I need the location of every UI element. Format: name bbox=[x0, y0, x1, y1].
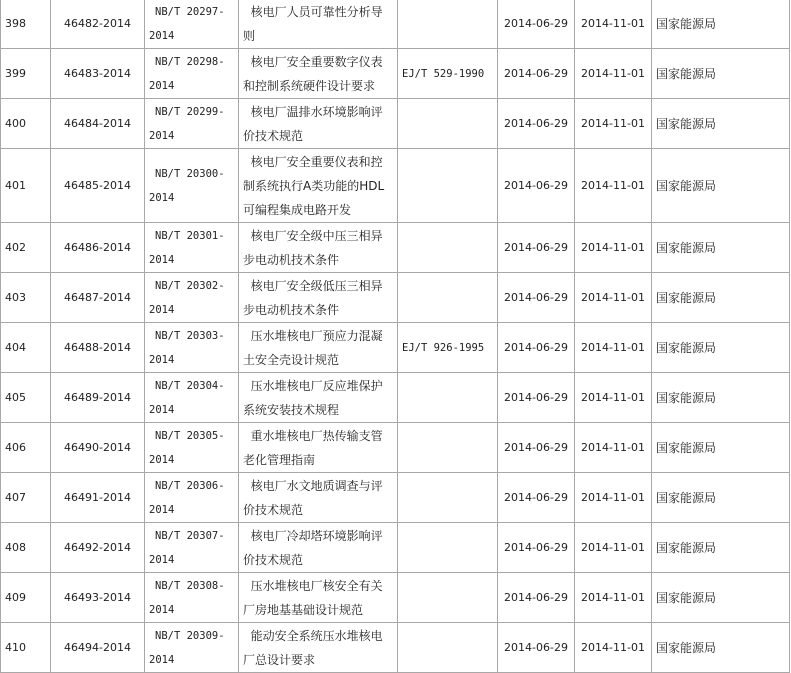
cell-standard-code bbox=[145, 223, 239, 273]
cell-replaced-standard: EJ/T 529-1990 bbox=[398, 49, 498, 99]
cell-standard-code bbox=[145, 0, 239, 49]
cell-standard-title: 压水堆核电厂反应堆保护系统安装技术规程 bbox=[239, 373, 398, 423]
cell-serial-number: 406 bbox=[1, 423, 51, 473]
standard-code-line-2: 2014 bbox=[149, 353, 175, 366]
cell-record-number: 46488-2014 bbox=[51, 323, 145, 373]
cell-standard-code bbox=[145, 323, 239, 373]
cell-replaced-standard bbox=[398, 523, 498, 573]
standard-code-line-2: 2014 bbox=[149, 453, 175, 466]
cell-standard-title: 核电厂安全重要仪表和控制系统执行A类功能的HDL可编程集成电路开发 bbox=[239, 149, 398, 223]
cell-issuing-authority: 国家能源局 bbox=[652, 223, 790, 273]
cell-standard-title: 压水堆核电厂核安全有关厂房地基基础设计规范 bbox=[239, 573, 398, 623]
cell-implement-date: 2014-11-01 bbox=[575, 49, 652, 99]
cell-implement-date: 2014-11-01 bbox=[575, 273, 652, 323]
cell-replaced-standard bbox=[398, 623, 498, 673]
cell-serial-number: 402 bbox=[1, 223, 51, 273]
cell-standard-code bbox=[145, 423, 239, 473]
standard-code-line-2: 2014 bbox=[149, 79, 175, 92]
cell-publish-date: 2014-06-29 bbox=[498, 323, 575, 373]
table-body bbox=[1, 0, 790, 673]
standard-code-line-1: NB/T 20298- bbox=[155, 55, 225, 68]
table-row bbox=[1, 0, 790, 49]
cell-standard-code bbox=[145, 99, 239, 149]
cell-publish-date: 2014-06-29 bbox=[498, 423, 575, 473]
cell-serial-number: 404 bbox=[1, 323, 51, 373]
standard-code-line-1: NB/T 20306- bbox=[155, 479, 225, 492]
cell-implement-date: 2014-11-01 bbox=[575, 149, 652, 223]
cell-publish-date: 2014-06-29 bbox=[498, 149, 575, 223]
cell-record-number: 46487-2014 bbox=[51, 273, 145, 323]
cell-serial-number: 409 bbox=[1, 573, 51, 623]
cell-standard-title: 压水堆核电厂预应力混凝土安全壳设计规范 bbox=[239, 323, 398, 373]
cell-record-number: 46492-2014 bbox=[51, 523, 145, 573]
cell-record-number: 46490-2014 bbox=[51, 423, 145, 473]
cell-record-number: 46494-2014 bbox=[51, 623, 145, 673]
cell-replaced-standard bbox=[398, 223, 498, 273]
cell-implement-date: 2014-11-01 bbox=[575, 223, 652, 273]
cell-serial-number: 398 bbox=[1, 0, 51, 49]
cell-replaced-standard bbox=[398, 99, 498, 149]
cell-issuing-authority: 国家能源局 bbox=[652, 473, 790, 523]
cell-record-number: 46485-2014 bbox=[51, 149, 145, 223]
table-row bbox=[1, 99, 790, 149]
cell-serial-number: 403 bbox=[1, 273, 51, 323]
cell-publish-date: 2014-06-29 bbox=[498, 623, 575, 673]
table-row bbox=[1, 223, 790, 273]
cell-standard-title: 核电厂人员可靠性分析导则 bbox=[239, 0, 398, 49]
cell-record-number: 46484-2014 bbox=[51, 99, 145, 149]
cell-serial-number: 400 bbox=[1, 99, 51, 149]
cell-implement-date: 2014-11-01 bbox=[575, 0, 652, 49]
cell-publish-date: 2014-06-29 bbox=[498, 273, 575, 323]
cell-issuing-authority: 国家能源局 bbox=[652, 273, 790, 323]
cell-replaced-standard bbox=[398, 373, 498, 423]
cell-implement-date: 2014-11-01 bbox=[575, 423, 652, 473]
cell-publish-date: 2014-06-29 bbox=[498, 49, 575, 99]
cell-publish-date: 2014-06-29 bbox=[498, 99, 575, 149]
cell-issuing-authority: 国家能源局 bbox=[652, 423, 790, 473]
cell-implement-date: 2014-11-01 bbox=[575, 323, 652, 373]
standard-code-line-2: 2014 bbox=[149, 129, 175, 142]
standard-code-line-1: NB/T 20299- bbox=[155, 105, 225, 118]
cell-standard-title: 核电厂冷却塔环境影响评价技术规范 bbox=[239, 523, 398, 573]
table-row bbox=[1, 573, 790, 623]
cell-standard-code bbox=[145, 273, 239, 323]
cell-implement-date: 2014-11-01 bbox=[575, 373, 652, 423]
cell-publish-date: 2014-06-29 bbox=[498, 473, 575, 523]
cell-replaced-standard bbox=[398, 423, 498, 473]
cell-replaced-standard bbox=[398, 273, 498, 323]
cell-standard-code bbox=[145, 473, 239, 523]
cell-publish-date: 2014-06-29 bbox=[498, 373, 575, 423]
cell-publish-date: 2014-06-29 bbox=[498, 223, 575, 273]
cell-publish-date: 2014-06-29 bbox=[498, 523, 575, 573]
cell-implement-date: 2014-11-01 bbox=[575, 523, 652, 573]
table-row bbox=[1, 149, 790, 223]
cell-implement-date: 2014-11-01 bbox=[575, 573, 652, 623]
cell-issuing-authority: 国家能源局 bbox=[652, 623, 790, 673]
table-row bbox=[1, 49, 790, 99]
cell-issuing-authority: 国家能源局 bbox=[652, 149, 790, 223]
cell-implement-date: 2014-11-01 bbox=[575, 473, 652, 523]
standard-code-line-2: 2014 bbox=[149, 29, 175, 42]
standard-code-line-1: NB/T 20302- bbox=[155, 279, 225, 292]
table-row bbox=[1, 423, 790, 473]
cell-replaced-standard: EJ/T 926-1995 bbox=[398, 323, 498, 373]
cell-serial-number: 410 bbox=[1, 623, 51, 673]
cell-record-number: 46486-2014 bbox=[51, 223, 145, 273]
cell-standard-code bbox=[145, 149, 239, 223]
cell-issuing-authority: 国家能源局 bbox=[652, 99, 790, 149]
cell-implement-date: 2014-11-01 bbox=[575, 99, 652, 149]
cell-standard-code bbox=[145, 373, 239, 423]
cell-standard-title: 核电厂水文地质调查与评价技术规范 bbox=[239, 473, 398, 523]
cell-record-number: 46489-2014 bbox=[51, 373, 145, 423]
cell-replaced-standard bbox=[398, 0, 498, 49]
cell-record-number: 46493-2014 bbox=[51, 573, 145, 623]
standard-code-line-2: 2014 bbox=[149, 603, 175, 616]
cell-record-number: 46483-2014 bbox=[51, 49, 145, 99]
cell-serial-number: 405 bbox=[1, 373, 51, 423]
cell-serial-number: 401 bbox=[1, 149, 51, 223]
cell-implement-date: 2014-11-01 bbox=[575, 623, 652, 673]
table-row bbox=[1, 273, 790, 323]
cell-publish-date: 2014-06-29 bbox=[498, 0, 575, 49]
standard-code-line-2: 2014 bbox=[149, 653, 175, 666]
standard-code-line-2: 2014 bbox=[149, 303, 175, 316]
cell-replaced-standard bbox=[398, 573, 498, 623]
cell-standard-code bbox=[145, 623, 239, 673]
table-row bbox=[1, 323, 790, 373]
cell-standard-title: 核电厂安全级低压三相异步电动机技术条件 bbox=[239, 273, 398, 323]
cell-standard-code bbox=[145, 573, 239, 623]
cell-standard-code bbox=[145, 523, 239, 573]
standard-code-line-1: NB/T 20307- bbox=[155, 529, 225, 542]
table-row bbox=[1, 473, 790, 523]
cell-replaced-standard bbox=[398, 473, 498, 523]
cell-standard-title: 核电厂安全级中压三相异步电动机技术条件 bbox=[239, 223, 398, 273]
cell-issuing-authority: 国家能源局 bbox=[652, 49, 790, 99]
standard-code-line-1: NB/T 20308- bbox=[155, 579, 225, 592]
cell-issuing-authority: 国家能源局 bbox=[652, 373, 790, 423]
cell-record-number: 46482-2014 bbox=[51, 0, 145, 49]
standard-code-line-2: 2014 bbox=[149, 553, 175, 566]
standard-code-line-1: NB/T 20305- bbox=[155, 429, 225, 442]
standard-code-line-2: 2014 bbox=[149, 191, 175, 204]
cell-issuing-authority: 国家能源局 bbox=[652, 0, 790, 49]
cell-standard-title: 核电厂安全重要数字仪表和控制系统硬件设计要求 bbox=[239, 49, 398, 99]
cell-standard-title: 能动安全系统压水堆核电厂总设计要求 bbox=[239, 623, 398, 673]
table-row bbox=[1, 623, 790, 673]
standard-code-line-1: NB/T 20297- bbox=[155, 5, 225, 18]
cell-serial-number: 408 bbox=[1, 523, 51, 573]
cell-standard-title: 核电厂温排水环境影响评价技术规范 bbox=[239, 99, 398, 149]
standard-code-line-1: NB/T 20303- bbox=[155, 329, 225, 342]
cell-standard-title: 重水堆核电厂热传输支管老化管理指南 bbox=[239, 423, 398, 473]
cell-publish-date: 2014-06-29 bbox=[498, 573, 575, 623]
cell-issuing-authority: 国家能源局 bbox=[652, 573, 790, 623]
standard-code-line-2: 2014 bbox=[149, 253, 175, 266]
standard-code-line-2: 2014 bbox=[149, 403, 175, 416]
standard-code-line-1: NB/T 20309- bbox=[155, 629, 225, 642]
table-row bbox=[1, 373, 790, 423]
cell-issuing-authority: 国家能源局 bbox=[652, 523, 790, 573]
cell-replaced-standard bbox=[398, 149, 498, 223]
cell-record-number: 46491-2014 bbox=[51, 473, 145, 523]
table-row bbox=[1, 523, 790, 573]
standard-code-line-1: NB/T 20300- bbox=[155, 167, 225, 180]
cell-standard-code bbox=[145, 49, 239, 99]
standard-code-line-1: NB/T 20304- bbox=[155, 379, 225, 392]
cell-serial-number: 399 bbox=[1, 49, 51, 99]
standard-code-line-2: 2014 bbox=[149, 503, 175, 516]
standard-code-line-1: NB/T 20301- bbox=[155, 229, 225, 242]
cell-serial-number: 407 bbox=[1, 473, 51, 523]
cell-issuing-authority: 国家能源局 bbox=[652, 323, 790, 373]
